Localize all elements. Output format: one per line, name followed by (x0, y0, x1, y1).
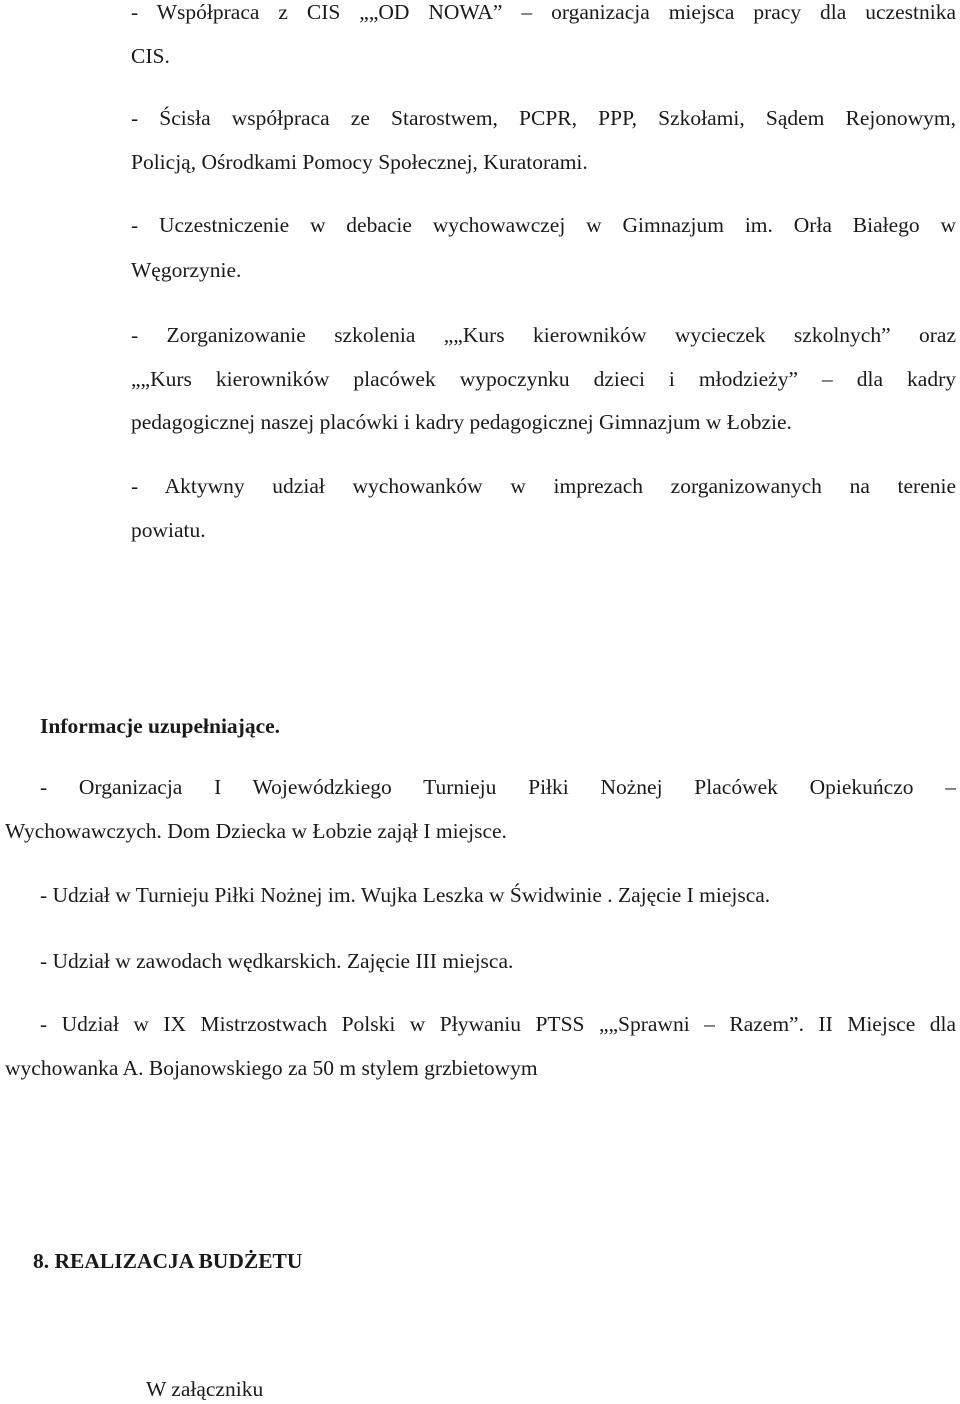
heading-supplementary-info: Informacje uzupełniające. (40, 714, 281, 738)
item-cooperation-line1: - Ścisła współpraca ze Starostwem, PCPR, PPP, Szkołami, Sądem Rejonowym, (131, 106, 956, 130)
item-tournament-line1: - Organizacja I Wojewódzkiego Turnieju Piłki Nożnej Placówek Opiekuńczo – (40, 775, 956, 799)
item-fishing: - Udział w zawodach wędkarskich. Zajęcie III miejsca. (40, 949, 514, 973)
item-events-line1: - Aktywny udział wychowanków w imprezach zorganizowanych na terenie (131, 474, 956, 498)
item-tournament-line2: Wychowawczych. Dom Dziecka w Łobzie zajął I miejsce. (5, 819, 507, 843)
item-football-swidwin: - Udział w Turnieju Piłki Nożnej im. Wujka Leszka w Świdwinie . Zajęcie I miejsca. (40, 883, 771, 907)
item-events-line2: powiatu. (131, 518, 206, 542)
item-cis-line2: CIS. (131, 44, 170, 68)
heading-budget: 8. REALIZACJA BUDŻETU (33, 1249, 303, 1273)
item-swimming-line2: wychowanka A. Bojanowskiego za 50 m stylem grzbietowym (5, 1056, 538, 1080)
attachment-note: W załączniku (146, 1377, 264, 1401)
item-cooperation-line2: Policją, Ośrodkami Pomocy Społecznej, Kuratorami. (131, 150, 588, 174)
item-cis-line1: - Współpraca z CIS „„OD NOWA” – organizacja miejsca pracy dla uczestnika (131, 0, 956, 24)
item-training-line3: pedagogicznej naszej placówki i kadry pedagogicznej Gimnazjum w Łobzie. (131, 410, 792, 434)
item-swimming-line1: - Udział w IX Mistrzostwach Polski w Pływaniu PTSS „„Sprawni – Razem”. II Miejsce dla (40, 1012, 956, 1036)
item-debate-line2: Węgorzynie. (131, 258, 242, 282)
item-debate-line1: - Uczestniczenie w debacie wychowawczej w Gimnazjum im. Orła Białego w (131, 213, 956, 237)
item-training-line1: - Zorganizowanie szkolenia „„Kurs kierowników wycieczek szkolnych” oraz (131, 323, 956, 347)
item-training-line2: „„Kurs kierowników placówek wypoczynku dzieci i młodzieży” – dla kadry (131, 367, 956, 391)
